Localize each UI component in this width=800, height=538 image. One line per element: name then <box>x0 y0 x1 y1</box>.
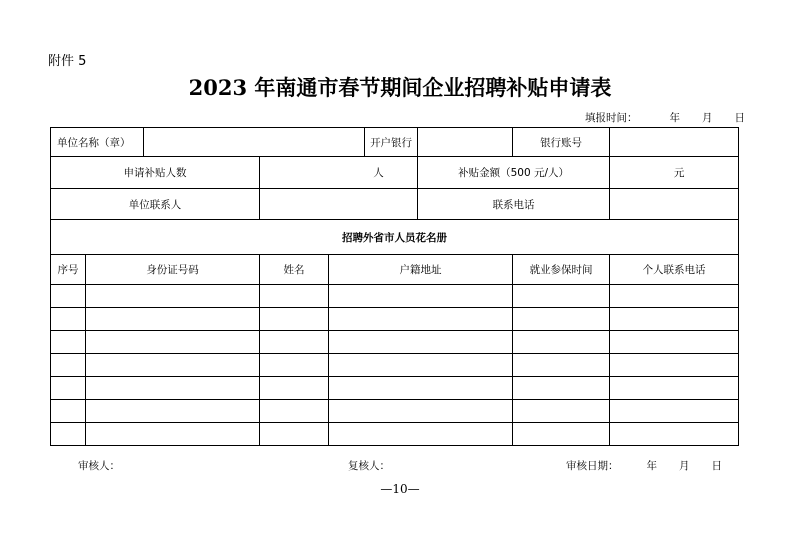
table-row <box>51 400 739 423</box>
subsidy-amount-label: 补贴金额（500 元/人） <box>418 157 610 189</box>
reviewer-label: 审核人： <box>78 460 120 472</box>
table-row <box>51 377 739 400</box>
col-seq: 序号 <box>51 255 86 285</box>
col-name: 姓名 <box>260 255 329 285</box>
bank-label: 开户银行 <box>365 128 418 157</box>
bank-field[interactable] <box>418 128 513 157</box>
table-row <box>51 354 739 377</box>
unit-name-field[interactable] <box>144 128 365 157</box>
phone-label: 联系电话 <box>418 189 610 220</box>
col-household: 户籍地址 <box>329 255 513 285</box>
review-date-day: 日 <box>711 460 722 472</box>
table-row <box>51 285 739 308</box>
person-unit: 人 <box>373 167 384 179</box>
fill-date <box>585 110 745 125</box>
contact-field[interactable] <box>260 189 418 220</box>
application-form <box>50 127 739 446</box>
page-number: —10— <box>380 482 420 496</box>
roster-title: 招聘外省市人员花名册 <box>51 220 739 255</box>
table-row <box>51 308 739 331</box>
col-insurance: 就业参保时间 <box>513 255 610 285</box>
page-title: 2023 年南通市春节期间企业招聘补贴申请表 <box>188 75 612 100</box>
table-row <box>51 423 739 446</box>
yuan-unit: 元 <box>673 167 685 179</box>
rechecker-label: 复核人： <box>348 460 390 472</box>
phone-field[interactable] <box>610 189 739 220</box>
table-row <box>51 331 739 354</box>
subsidy-amount-field[interactable] <box>610 157 739 189</box>
fill-date-year: 年 <box>669 112 680 124</box>
subsidy-count-field[interactable] <box>260 157 418 189</box>
fill-date-label: 填报时间： <box>585 112 638 124</box>
account-label: 银行账号 <box>513 128 610 157</box>
subsidy-count-label: 申请补贴人数 <box>51 157 260 189</box>
fill-date-day: 日 <box>734 112 745 124</box>
fill-date-month: 月 <box>702 112 713 124</box>
review-date <box>566 458 722 473</box>
review-date-year: 年 <box>646 460 657 472</box>
review-date-month: 月 <box>679 460 690 472</box>
attachment-label: 附件 5 <box>48 54 87 69</box>
contact-label: 单位联系人 <box>51 189 260 220</box>
review-date-label: 审核日期： <box>566 460 619 472</box>
account-field[interactable] <box>610 128 739 157</box>
col-phone: 个人联系电话 <box>610 255 739 285</box>
col-id: 身份证号码 <box>86 255 260 285</box>
unit-name-label: 单位名称（章） <box>51 128 144 157</box>
